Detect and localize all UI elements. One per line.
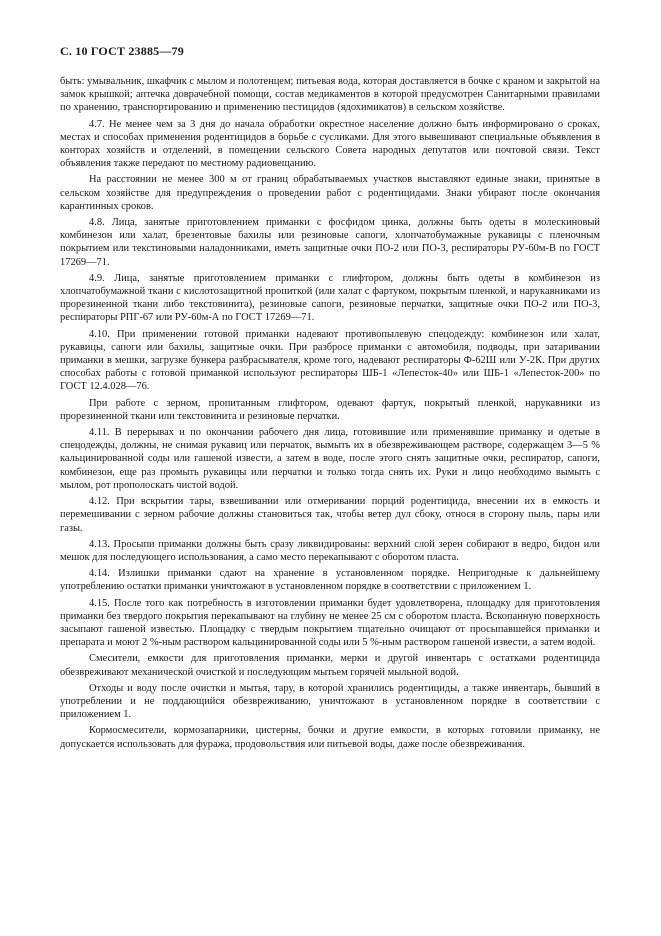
paragraph-waste: Отходы и воду после очистки и мытья, тару, в которой хранились родентициды, а также инвентарь, бывший в употреблении и не поддающийся обезвреживанию, уничтожают в установленном порядке в соответствии с приложением 1. [60, 682, 600, 721]
paragraph-4-14: 4.14. Излишки приманки сдают на хранение в установленном порядке. Непригодные к дальнейшему употреблению остатки приманки уничтожают в установленном порядке в соответствии с приложением 1. [60, 568, 600, 593]
paragraph-4-15: 4.15. После того как потребность в изготовлении приманки будет удовлетворена, площадку для приготовления приманки без твердого покрытия перекапывают на глубину не менее 25 см с оборотом пласта. Вскопанную поверхность засыпают гашеной известью. Площадку с твердым покрытием тщательно очищают от просыпавшейся приманки и препарата и моют 2 %-ным раствором кальцинированной соды или 5 %-ным раствором гашеной извести, а затем водой. [60, 597, 600, 649]
document-body [60, 75, 600, 754]
paragraph-4-12: 4.12. При вскрытии тары, взвешивании или отмеривании порций родентицида, внесении их в емкость и перемешивании с зерном рабочие должны становиться так, чтобы ветер дул сбоку, относя в сторону пыль, пары или газы. [60, 496, 600, 534]
paragraph-warning-signs: На расстоянии не менее 300 м от границ обрабатываемых участков выставляют единые знаки, принятые в сельском хозяйстве для предупреждения о проведении работ с родентицидами. Знаки убирают после окончания карантинных сроков. [60, 174, 600, 212]
paragraph-4-11: 4.11. В перерывах и по окончании рабочего дня лица, готовившие или применявшие приманку и одетые в спецодежды, должны, не снимая рукавиц или перчаток, вымыть их в обезвреживающем растворе, содержащем 3—5 % кальцинированной соды или гашеной извести, а затем в воде, после этого снять защитные очки, респиратор, сапоги, комбинезон, еще раз промыть рукавицы или перчатки и только тогда снять их. Руки и лицо необходимо вымыть с мылом, рот прополоскать чистой водой. [60, 427, 600, 491]
paragraph-continuation: быть: умывальник, шкафчик с мылом и полотенцем; питьевая вода, которая доставляется в бочке с краном и закрытой на замок крышкой; аптечка доврачебной помощи, состав медикаментов в которой предусмотрен Санитарными правилами по хранению, транспортированию и применению пестицидов (ядохимикатов) в сельском хозяйстве. [60, 76, 600, 114]
paragraph-4-7: 4.7. Не менее чем за 3 дня до начала обработки окрестное население должно быть информировано о сроках, местах и способах применения родентицидов в борьбе с сусликами. Для этого вывешивают специальные объявления в конторах хозяйств и отделений, в помещении сельского Совета народных депутатов или почтовой связи. Текст объявления также передают по местному радиовещанию. [60, 118, 600, 170]
paragraph-glyftor-grain: При работе с зерном, пропитанным глифтором, одевают фартук, покрытый пленкой, нарукавники из прорезиненной ткани или текстовинита и резиновые перчатки. [60, 397, 600, 422]
paragraph-4-13: 4.13. Просыпи приманки должны быть сразу ликвидированы: верхний слой зерен собирают в ведро, бидон или мешок для последующего использования, а само место перекапывают с оборотом пласта. [60, 538, 600, 563]
paragraph-4-9: 4.9. Лица, занятые приготовлением приманки с глифтором, должны быть одеты в комбинезон из хлопчатобумажной ткани с кислотозащитной пропиткой (или халат с фартуком, покрытым пленкой, и нарукавниками из прорезиненной ткани либо текстовинита), резиновые сапоги, резиновые перчатки, защитные очки ПО-2 или ПО-3, респираторы РПГ-67 или РУ-60м-А по ГОСТ 17269—71. [60, 272, 600, 324]
paragraph-feed-equipment: Кормосмесители, кормозапарники, цистерны, бочки и другие емкости, в которых готовили приманку, не допускается использовать для фуража, продовольствия или питьевой воды, даже после обезвреживания. [60, 725, 600, 750]
paragraph-4-8: 4.8. Лица, занятые приготовлением приманки с фосфидом цинка, должны быть одеты в молескиновый комбинезон или халат, брезентовые бахилы или резиновые сапоги, хлопчатобумажные рукавицы с пленочным покрытием или текстиновыми наладонниками, иметь защитные очки ПО-2 или ПО-3, респираторы РУ-60м-В по ГОСТ 17269—71. [60, 217, 600, 268]
page-header: С. 10 ГОСТ 23885—79 [60, 44, 184, 58]
paragraph-4-10: 4.10. При применении готовой приманки надевают противопылевую спецодежду: комбинезон или халат, рукавицы, сапоги или бахилы, защитные очки. При разбросе приманки с автомобиля, подводы, при затаривании приманки в мешки, загрузке бункера разбрасывателя, кроме того, надевают респираторы Ф-62Ш или У-2К. При других способах работы с готовой приманкой используют респираторы ШБ-1 «Лепесток-40» или ШБ-1 «Лепесток-200» по ГОСТ 12.4.028—76. [60, 328, 600, 393]
paragraph-mixers: Смесители, емкости для приготовления приманки, мерки и другой инвентарь с остатками родентицида обезвреживают механической очисткой и последующим мытьем горячей мыльной водой. [60, 653, 600, 678]
